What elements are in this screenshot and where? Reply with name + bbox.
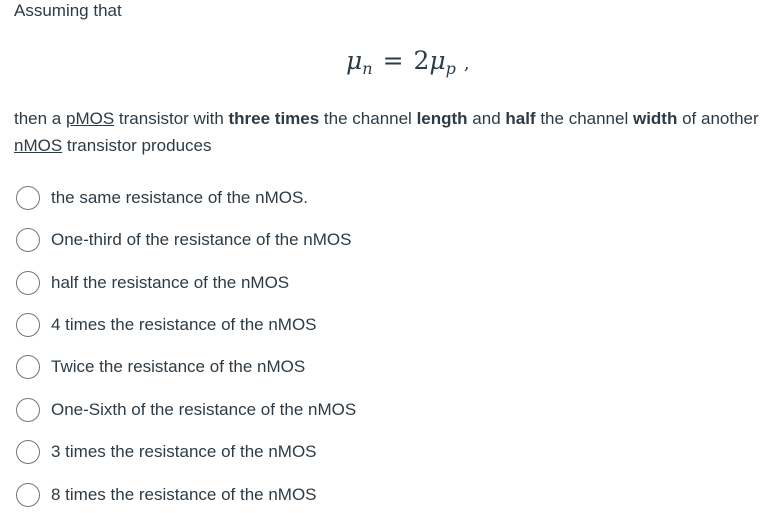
radio-button[interactable] — [16, 355, 40, 379]
pmos-term: pMOS — [66, 109, 115, 128]
answer-option[interactable] — [16, 481, 317, 509]
answer-option-label[interactable]: half the resistance of the nMOS — [51, 273, 290, 292]
answer-option-label[interactable]: Twice the resistance of the nMOS — [51, 357, 306, 376]
answer-option[interactable] — [16, 226, 351, 254]
emphasis-length: length — [416, 109, 468, 128]
emphasis-half: half — [505, 109, 536, 128]
answer-option[interactable] — [16, 269, 289, 297]
mu-n-subscript: n — [362, 59, 373, 78]
answer-option[interactable] — [16, 353, 305, 381]
radio-button[interactable] — [16, 483, 40, 507]
radio-button[interactable] — [16, 271, 40, 295]
mu-p-symbol: μ — [429, 46, 446, 75]
answer-option[interactable] — [16, 438, 317, 466]
mu-p-subscript: p — [445, 59, 456, 78]
radio-button[interactable] — [16, 398, 40, 422]
answer-option[interactable] — [16, 184, 308, 212]
text-span: and — [467, 109, 506, 128]
radio-button[interactable] — [16, 440, 40, 464]
text-span: transistor produces — [62, 136, 212, 155]
answer-option-label[interactable]: 8 times the resistance of the nMOS — [51, 485, 317, 504]
coefficient: 2 — [413, 46, 430, 75]
answer-option-label[interactable]: 4 times the resistance of the nMOS — [51, 315, 317, 334]
emphasis-three-times: three times — [228, 109, 320, 128]
answer-option[interactable] — [16, 311, 317, 339]
answer-option-label[interactable]: One-Sixth of the resistance of the nMOS — [51, 400, 357, 419]
answer-option-label[interactable]: One-third of the resistance of the nMOS — [51, 230, 352, 249]
text-span: of another — [677, 109, 759, 128]
question-text — [14, 105, 759, 159]
equals-operator: = — [382, 46, 404, 75]
radio-button[interactable] — [16, 228, 40, 252]
answer-option[interactable] — [16, 396, 356, 424]
mobility-equation — [346, 46, 470, 84]
text-span: the channel — [535, 109, 633, 128]
equation-comma: , — [463, 53, 470, 74]
answer-option-label[interactable]: the same resistance of the nMOS. — [51, 188, 309, 207]
question-intro: Assuming that — [14, 1, 122, 20]
radio-button[interactable] — [16, 186, 40, 210]
emphasis-width: width — [632, 109, 678, 128]
mu-n-symbol: μ — [346, 46, 363, 75]
text-span: then a — [14, 109, 66, 128]
text-span: transistor with — [114, 109, 229, 128]
text-span: the channel — [319, 109, 417, 128]
nmos-term: nMOS — [14, 136, 63, 155]
radio-button[interactable] — [16, 313, 40, 337]
answer-option-label[interactable]: 3 times the resistance of the nMOS — [51, 442, 317, 461]
